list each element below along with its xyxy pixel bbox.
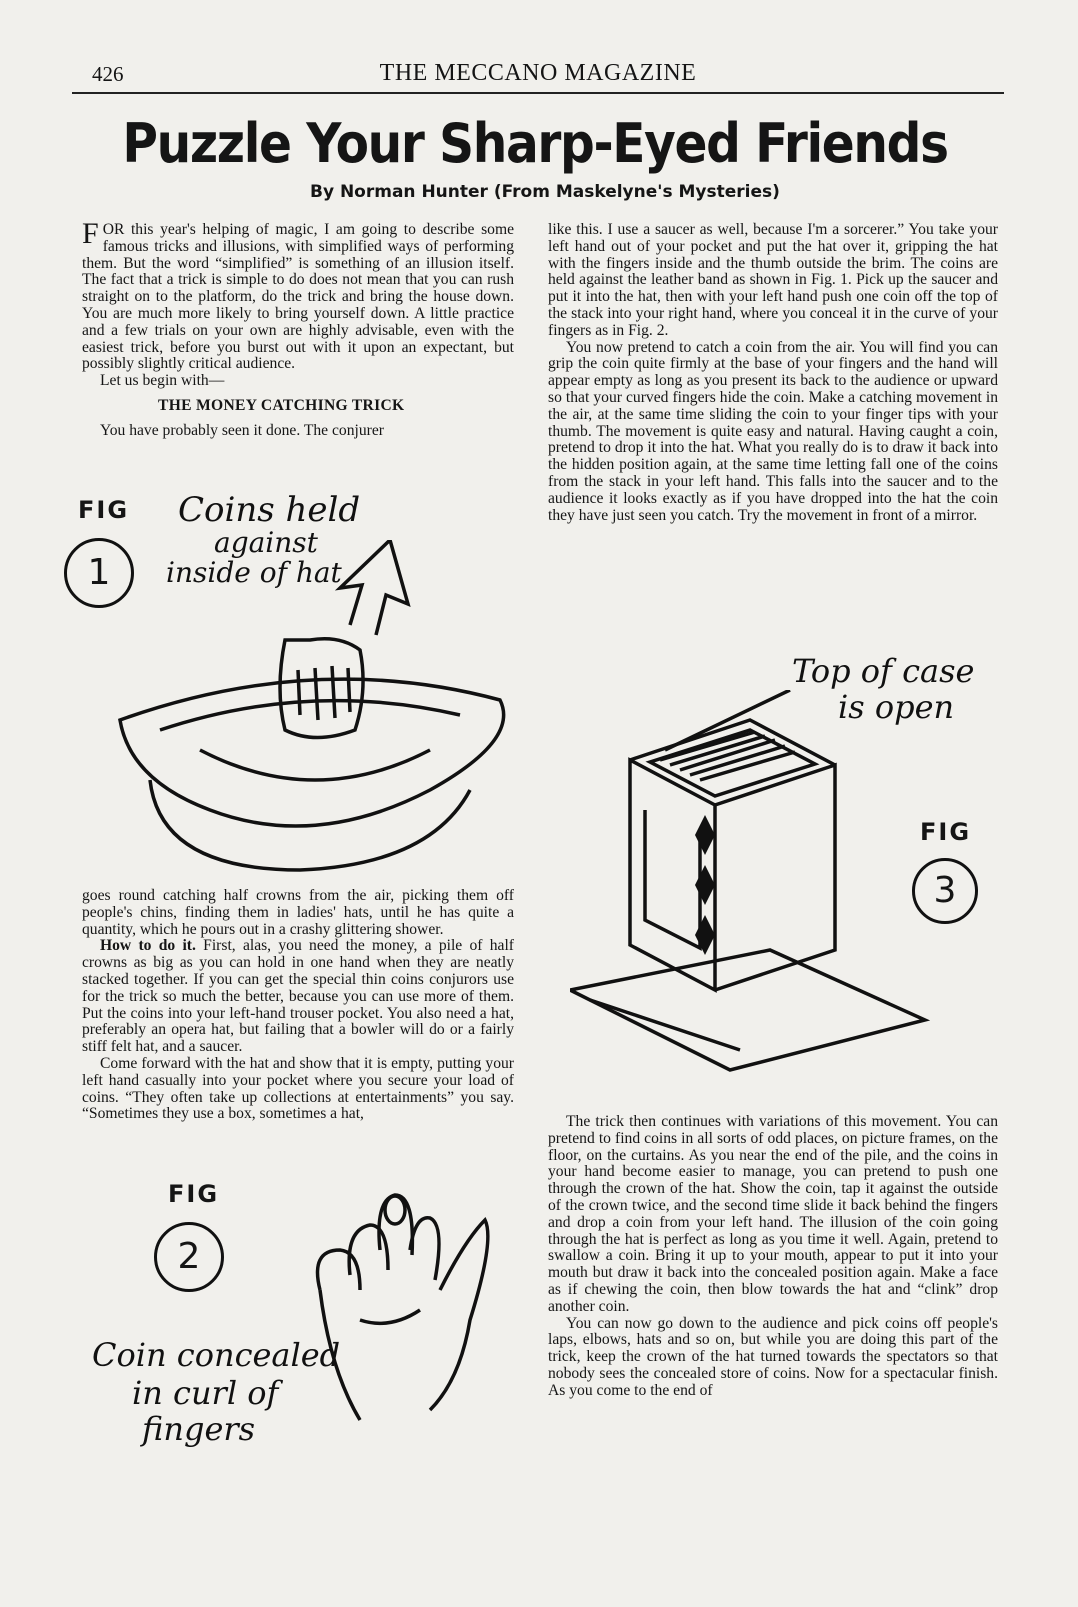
section-subheading: THE MONEY CATCHING TRICK [158, 396, 405, 414]
intro-text: OR this year's helping of magic, I am going to describe some famous tricks and illusions, with simplified ways of performing them. But the word “simplified” is something of an illusion itself. The fact that a trick is simple to do does not mean that you can rush straight on to the platform, do the trick and bring the house down. You are much more likely to bring yourself down. A little practice and a few trials on your own are highly advisable, even with the easiest trick, before you burst out with it upon an expectant, but possibly slightly critical audience. [82, 221, 514, 373]
left-column-top [82, 217, 514, 440]
fig1-hat-illustration [100, 540, 530, 880]
article-title: Puzzle Your Sharp-Eyed Friends [122, 112, 948, 175]
intro-last-line: Let us begin with— [100, 372, 225, 390]
drop-cap: F [82, 217, 99, 250]
page-header [72, 56, 1004, 94]
how-lead: How to do it. [100, 937, 196, 955]
paragraph-seen: You have probably seen it done. The conjurer [100, 421, 384, 439]
paragraph-trick: The trick then continues with variations of this movement. You can pretend to find coins in all sorts of odd places, on picture frames, on the floor, on the curtains. As you near the end of the pile, and the coins in your hand become easier to manage, you can pretend to push one through the crown of the hat. Show the coin, tap it against the outside of the crown twice, and the second time slide it back behind the fingers and drop a coin from your left hand. The illusion of the coin going through the hat is perfect as long as you time it well. Again, pretend to swallow a coin. Bring it up to your mouth, appear to put it into your mouth but draw it back into the concealed position again. Make a face as if chewing the coin, then blow towards the hat and “clink” drop another coin. [548, 1113, 998, 1315]
magazine-title: THE MECCANO MAGAZINE [379, 60, 697, 86]
paragraph-come: Come forward with the hat and show that it is empty, putting your left hand casually into your pocket where you secure your load of coins. “They often take up collections at entertainments” you say. “Sometimes they use a box, sometimes a hat, [82, 1054, 514, 1123]
paragraph-like: like this. I use a saucer as well, because I'm a sorcerer.” You take your left hand out of your pocket and put the hat over it, gripping the hat with the fingers inside and the thumb outside the brim. The coins are held against the leather band as shown in Fig. 1. Pick up the saucer and put it into the hat, then with your left hand push one coin off the top of the stack into your right hand, where you conceal it in the curve of your fingers as in Fig. 2. [548, 221, 998, 339]
fig3-caption-line2: is open [838, 688, 955, 726]
paragraph-how [82, 938, 514, 1056]
fig2-caption-line2: in curl of [132, 1374, 279, 1412]
fig1-label: FIG [78, 496, 130, 524]
fig2-label: FIG [168, 1180, 220, 1208]
left-column-middle [82, 888, 514, 1123]
how-text: First, alas, you need the money, a pile of half crowns as big as you can hold in one hand when they are neatly stacked together. If you can get the special thin coins conjurors use for the trick so much the better, because you can use more of them. Put the coins into your left-hand trouser pocket. You also need a hat, preferably an opera hat, but failing that a bowler will do or a fairly stiff felt hat, and a saucer. [82, 937, 515, 1056]
fig2-caption-line1: Coin concealed [92, 1336, 341, 1374]
fig1-caption-line2: against [214, 526, 318, 559]
fig3-label: FIG [920, 818, 972, 846]
fig1-number-circle: 1 [64, 538, 134, 608]
right-column-bottom [548, 1114, 998, 1400]
paragraph-pretend: You now pretend to catch a coin from the air. You will find you can grip the coin quite firmly at the base of your fingers and the hand will appear empty as long as you present its back to the audience or upward so that your curved fingers hide the coin. Make a catching movement in the air, at the same time sliding the coin to your finger tips with your thumb. The movement is quite easy and natural. Having caught a coin, pretend to drop it into the hat. What you really do is to draw it back into the hidden position again, at the same time letting fall one of the coins from the stack in your left hand. This falls into the saucer and to the audience it looks exactly as if you have dropped into the hat the coin they have just seen you catch. Try the movement in front of a mirror. [548, 338, 998, 524]
right-column-top [548, 222, 998, 524]
page-number: 426 [92, 62, 124, 86]
article-byline: By Norman Hunter (From Maskelyne's Mysteries) [310, 182, 780, 202]
fig3-number-circle: 3 [912, 858, 978, 924]
paragraph-audience: You can now go down to the audience and pick coins off people's laps, elbows, hats and so on, but while you are doing this part of the trick, keep the crown of the hat turned towards the spectators so that nobody sees the concealed store of coins. Now for a spectacular finish. As you come to the end of [548, 1314, 998, 1399]
fig1-caption-line1: Coins held [178, 490, 361, 530]
paragraph-goes: goes round catching half crowns from the air, picking them off people's chins, finding them in ladies' hats, until he has quite a quantity, which he pours out in a crashy glittering shower. [82, 887, 514, 938]
intro-paragraph [82, 217, 514, 373]
fig2-number-circle: 2 [154, 1222, 224, 1292]
fig3-caption-line1: Top of case [792, 652, 975, 690]
fig1-caption-line3: inside of hat [166, 556, 342, 589]
fig2-caption-line3: fingers [142, 1410, 256, 1448]
fig3-box-illustration [570, 690, 930, 1080]
fig2-hand-illustration [290, 1180, 500, 1430]
